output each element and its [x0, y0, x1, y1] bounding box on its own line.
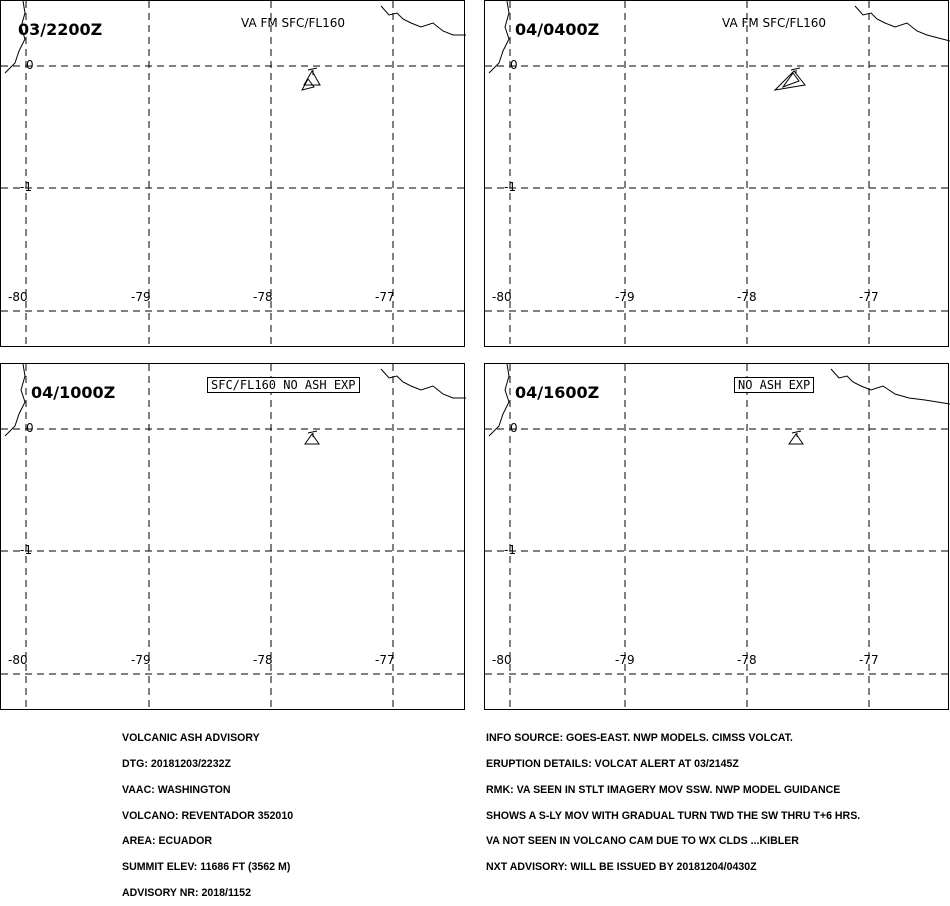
volcano-marker — [305, 434, 319, 444]
map-grid — [485, 1, 950, 348]
lat-label: -1 — [504, 180, 516, 194]
map-grid — [1, 364, 466, 711]
panel-label: NO ASH EXP — [734, 377, 814, 393]
volcano-marker — [789, 434, 803, 444]
lon-label: -77 — [859, 653, 879, 667]
lon-label: -78 — [253, 290, 273, 304]
lon-label: -79 — [615, 653, 635, 667]
advisory-line: ERUPTION DETAILS: VOLCAT ALERT AT 03/2145Z — [486, 757, 739, 770]
advisory-line: RMK: VA SEEN IN STLT IMAGERY MOV SSW. NWP MODEL GUIDANCE — [486, 783, 841, 796]
panel-label: VA FM SFC/FL160 — [241, 16, 345, 30]
lon-label: -79 — [131, 653, 151, 667]
panel-label: SFC/FL160 NO ASH EXP — [207, 377, 360, 393]
lat-label: -1 — [20, 180, 32, 194]
border-line — [831, 369, 950, 404]
lon-label: -78 — [737, 653, 757, 667]
lon-label: -80 — [8, 290, 28, 304]
panel-time: 04/1600Z — [515, 383, 600, 402]
lon-label: -80 — [492, 290, 512, 304]
panel-time: 03/2200Z — [18, 20, 103, 39]
coastline — [5, 364, 25, 436]
advisory-line: SUMMIT ELEV: 11686 FT (3562 M) — [122, 861, 291, 874]
border-line — [381, 369, 466, 398]
map-grid — [1, 1, 466, 348]
forecast-panel-2 — [484, 0, 949, 347]
map-grid — [485, 364, 950, 711]
coastline — [489, 364, 509, 436]
lon-label: -79 — [131, 290, 151, 304]
advisory-line: NXT ADVISORY: WILL BE ISSUED BY 20181204/0430Z — [486, 861, 757, 874]
advisory-remarks-block — [486, 717, 860, 880]
advisory-line: ADVISORY NR: 2018/1152 — [122, 886, 251, 899]
coastline — [489, 1, 509, 73]
lon-label: -77 — [859, 290, 879, 304]
lat-label: -1 — [504, 543, 516, 557]
advisory-line: INFO SOURCE: GOES-EAST. NWP MODELS. CIMSS VOLCAT. — [486, 732, 793, 745]
advisory-line: VOLCANIC ASH ADVISORY — [122, 732, 260, 745]
advisory-line: DTG: 20181203/2232Z — [122, 757, 231, 770]
lon-label: -78 — [737, 290, 757, 304]
advisory-line: VA NOT SEEN IN VOLCANO CAM DUE TO WX CLDS ...KIBLER — [486, 835, 799, 848]
lon-label: -80 — [492, 653, 512, 667]
forecast-panel-3 — [0, 363, 465, 710]
advisory-line: VAAC: WASHINGTON — [122, 783, 231, 796]
panel-time: 04/1000Z — [31, 383, 116, 402]
advisory-line: SHOWS A S-LY MOV WITH GRADUAL TURN TWD THE SW THRU T+6 HRS. — [486, 809, 861, 822]
lon-label: -80 — [8, 653, 28, 667]
lat-label: 0 — [510, 58, 518, 72]
ash-polygon — [775, 71, 805, 90]
border-line — [381, 6, 466, 35]
lon-label: -77 — [375, 653, 395, 667]
lon-label: -78 — [253, 653, 273, 667]
lat-label: 0 — [26, 58, 34, 72]
forecast-panel-1 — [0, 0, 465, 347]
lat-label: 0 — [510, 421, 518, 435]
lat-label: -1 — [20, 543, 32, 557]
lon-label: -77 — [375, 290, 395, 304]
lat-label: 0 — [26, 421, 34, 435]
lon-label: -79 — [615, 290, 635, 304]
panel-time: 04/0400Z — [515, 20, 600, 39]
forecast-panel-4 — [484, 363, 949, 710]
advisory-line: AREA: ECUADOR — [122, 835, 213, 848]
border-line — [855, 6, 950, 41]
panel-label: VA FM SFC/FL160 — [722, 16, 826, 30]
advisory-line: VOLCANO: REVENTADOR 352010 — [122, 809, 294, 822]
